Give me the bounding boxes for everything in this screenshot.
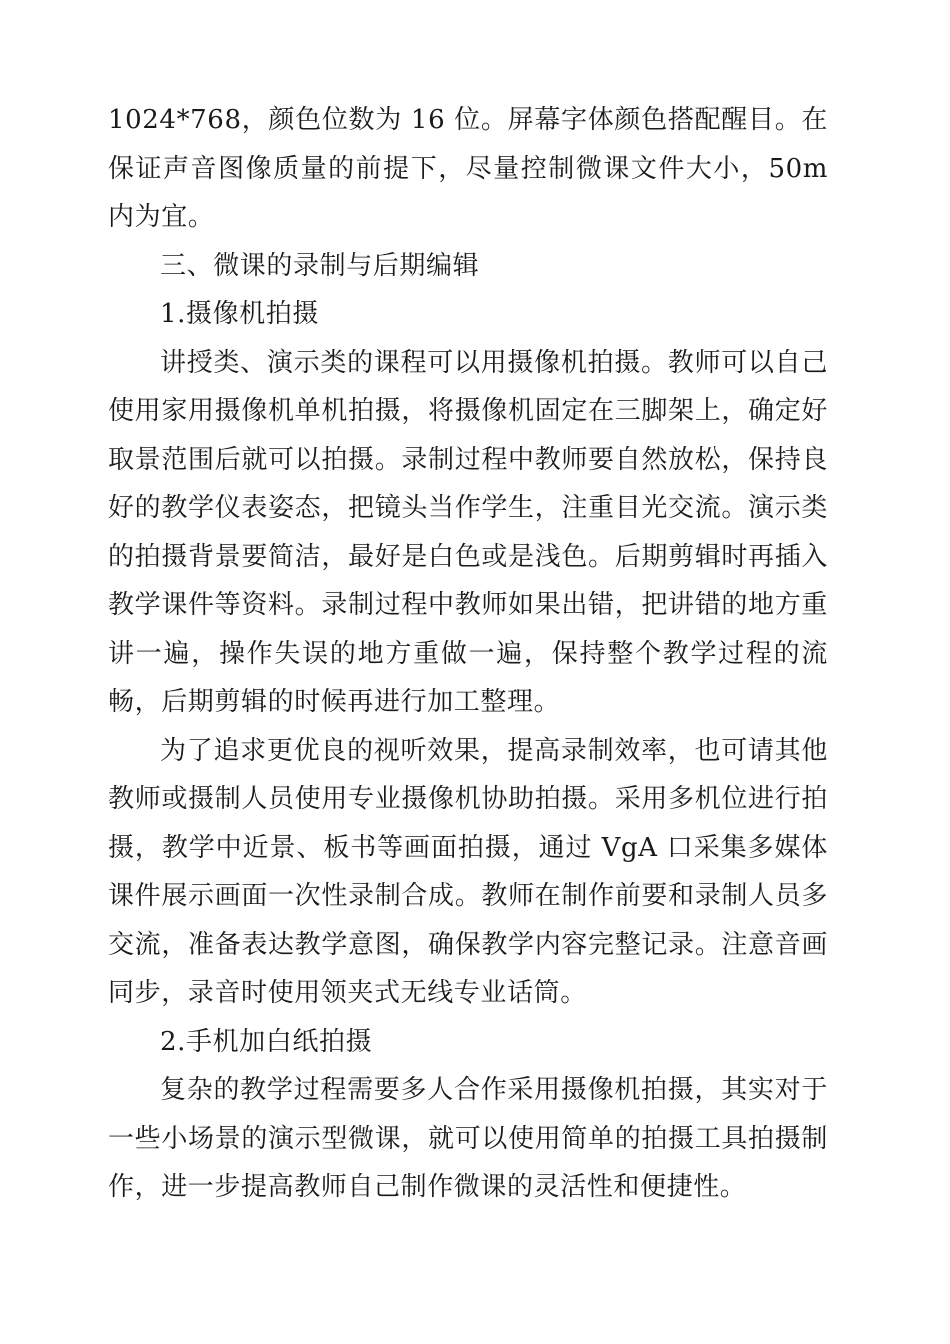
subsection-heading: 1.摄像机拍摄 xyxy=(160,299,320,329)
paragraph-continued: 1024*768，颜色位数为 16 位。屏幕字体颜色搭配醒目。在保证声音图像质量的前提下，尽量控制微课文件大小，50m 内为宜。 xyxy=(108,105,828,232)
subsection-heading: 2.手机加白纸拍摄 xyxy=(160,1026,373,1057)
body-paragraph: 讲授类、演示类的课程可以用摄像机拍摄。教师可以自己使用家用摄像机单机拍摄，将摄像机固定在三脚架上，确定好取景范围后就可以拍摄。录制过程中教师要自然放松，保持良好的教学仪表姿态，把镜头当作学生，注重目光交流。演示类的拍摄背景要简洁，最好是白色或是浅色。后期剪辑时再插入教学课件等资料。录制过程中教师如果出错，把讲错的地方重讲一遍，操作失误的地方重做一遍，保持整个教学过程的流畅，后期剪辑的时候再进行加工整理。 xyxy=(108,347,828,717)
section-heading: 三、微课的录制与后期编辑 xyxy=(160,250,480,281)
document-page xyxy=(108,96,828,1212)
body-paragraph: 复杂的教学过程需要多人合作采用摄像机拍摄，其实对于一些小场景的演示型微课，就可以使用简单的拍摄工具拍摄制作，进一步提高教师自己制作微课的灵活性和便捷性。 xyxy=(108,1075,828,1202)
body-paragraph: 为了追求更优良的视听效果，提高录制效率，也可请其他教师或摄制人员使用专业摄像机协助拍摄。采用多机位进行拍摄，教学中近景、板书等画面拍摄，通过 VgA 口采集多媒体课件展示画面一次性录制合成。教师在制作前要和录制人员多交流，准备表达教学意图，确保教学内容完整记录。注意音画同步，录音时使用领夹式无线专业话筒。 xyxy=(108,735,828,1008)
